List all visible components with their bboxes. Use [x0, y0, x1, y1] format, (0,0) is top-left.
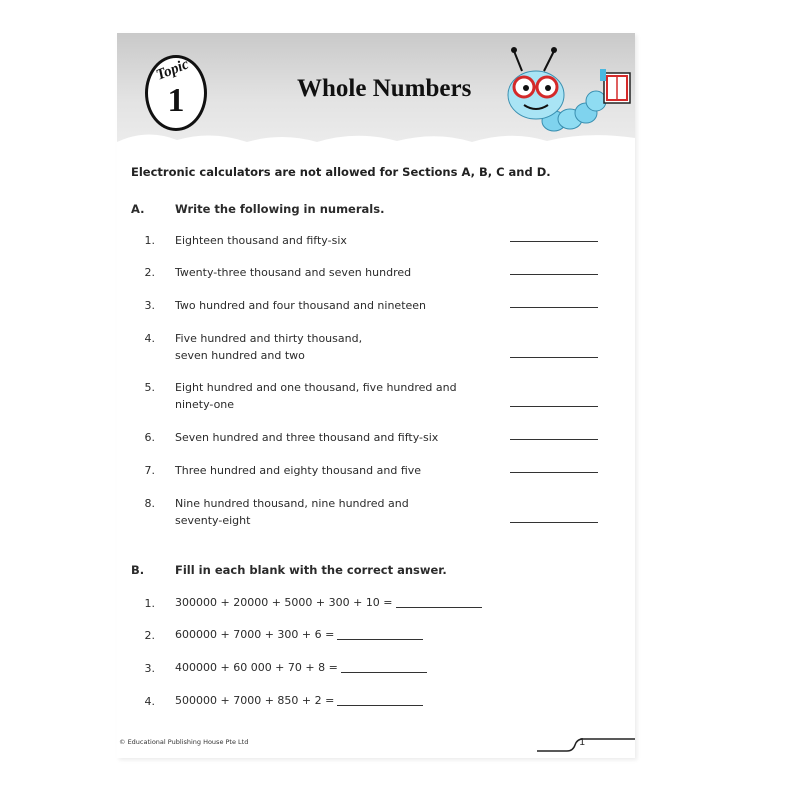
worksheet-page	[117, 33, 635, 758]
topic-number: 1	[167, 82, 185, 119]
section-b-q1-answer-blank[interactable]	[396, 607, 482, 608]
section-b-letter: B.	[131, 563, 145, 577]
section-b-q1-number: 1.	[144, 597, 155, 610]
section-a-q2-answer-line[interactable]	[510, 274, 598, 275]
section-b-q4-number: 4.	[144, 695, 155, 708]
section-b-q1	[175, 596, 482, 609]
topic-label: Topic	[154, 56, 192, 84]
section-a-q4-text: Five hundred and thirty thousand, seven hundred and two	[175, 332, 363, 362]
section-b-q2	[175, 628, 423, 641]
section-b-q3-number: 3.	[144, 662, 155, 675]
section-a-q6-answer-line[interactable]	[510, 439, 598, 440]
bookworm-mascot-icon	[492, 43, 632, 143]
section-b-q2-answer-blank[interactable]	[337, 639, 423, 640]
section-b-q4-text: 500000 + 7000 + 850 + 2 =	[175, 694, 335, 707]
section-a-q6-number: 6.	[144, 431, 155, 444]
section-a-q8-text: Nine hundred thousand, nine hundred and seventy-eight	[175, 497, 409, 527]
section-a-q4-number: 4.	[144, 332, 155, 345]
copyright-notice: © Educational Publishing House Pte Ltd	[119, 738, 249, 746]
section-a-q8-answer-line[interactable]	[510, 522, 598, 523]
section-a-q4-answer-line[interactable]	[510, 357, 598, 358]
section-b-q2-number: 2.	[144, 629, 155, 642]
section-a-q1-number: 1.	[144, 234, 155, 247]
section-b-q3	[175, 661, 427, 674]
section-b-q3-answer-blank[interactable]	[341, 672, 427, 673]
page-number: 1	[579, 737, 586, 748]
section-a-q3-answer-line[interactable]	[510, 307, 598, 308]
page-title: Whole Numbers	[297, 75, 472, 102]
section-a-q1-text: Eighteen thousand and fifty-six	[175, 234, 347, 247]
section-a-q2-text: Twenty-three thousand and seven hundred	[175, 266, 412, 279]
calculator-instruction: Electronic calculators are not allowed for Sections A, B, C and D.	[131, 165, 551, 179]
section-a-letter: A.	[131, 202, 145, 216]
section-a-q2-number: 2.	[144, 266, 155, 279]
topic-badge	[145, 55, 207, 131]
section-b-q4	[175, 694, 423, 707]
section-a-q3-number: 3.	[144, 299, 155, 312]
section-a-q1-answer-line[interactable]	[510, 241, 598, 242]
section-b-title: Fill in each blank with the correct answer.	[175, 563, 447, 577]
section-a-q7-text: Three hundred and eighty thousand and five	[175, 464, 422, 477]
section-a-q7-answer-line[interactable]	[510, 472, 598, 473]
section-a-q5-text: Eight hundred and one thousand, five hundred and ninety-one	[175, 381, 457, 411]
section-b-q1-text: 300000 + 20000 + 5000 + 300 + 10 =	[175, 596, 393, 609]
section-b-q3-text: 400000 + 60 000 + 70 + 8 =	[175, 661, 338, 674]
section-a-q7-number: 7.	[144, 464, 155, 477]
page-number-tab-decoration	[537, 723, 635, 758]
section-b-q4-answer-blank[interactable]	[337, 705, 423, 706]
section-b-q2-text: 600000 + 7000 + 300 + 6 =	[175, 628, 335, 641]
section-a-title: Write the following in numerals.	[175, 202, 385, 216]
section-a-q3-text: Two hundred and four thousand and nineteen	[175, 299, 427, 312]
section-a-q5-number: 5.	[144, 381, 155, 394]
section-a-q6-text: Seven hundred and three thousand and fifty-six	[175, 431, 439, 444]
section-a-q5-answer-line[interactable]	[510, 406, 598, 407]
section-a-q8-number: 8.	[144, 497, 155, 510]
